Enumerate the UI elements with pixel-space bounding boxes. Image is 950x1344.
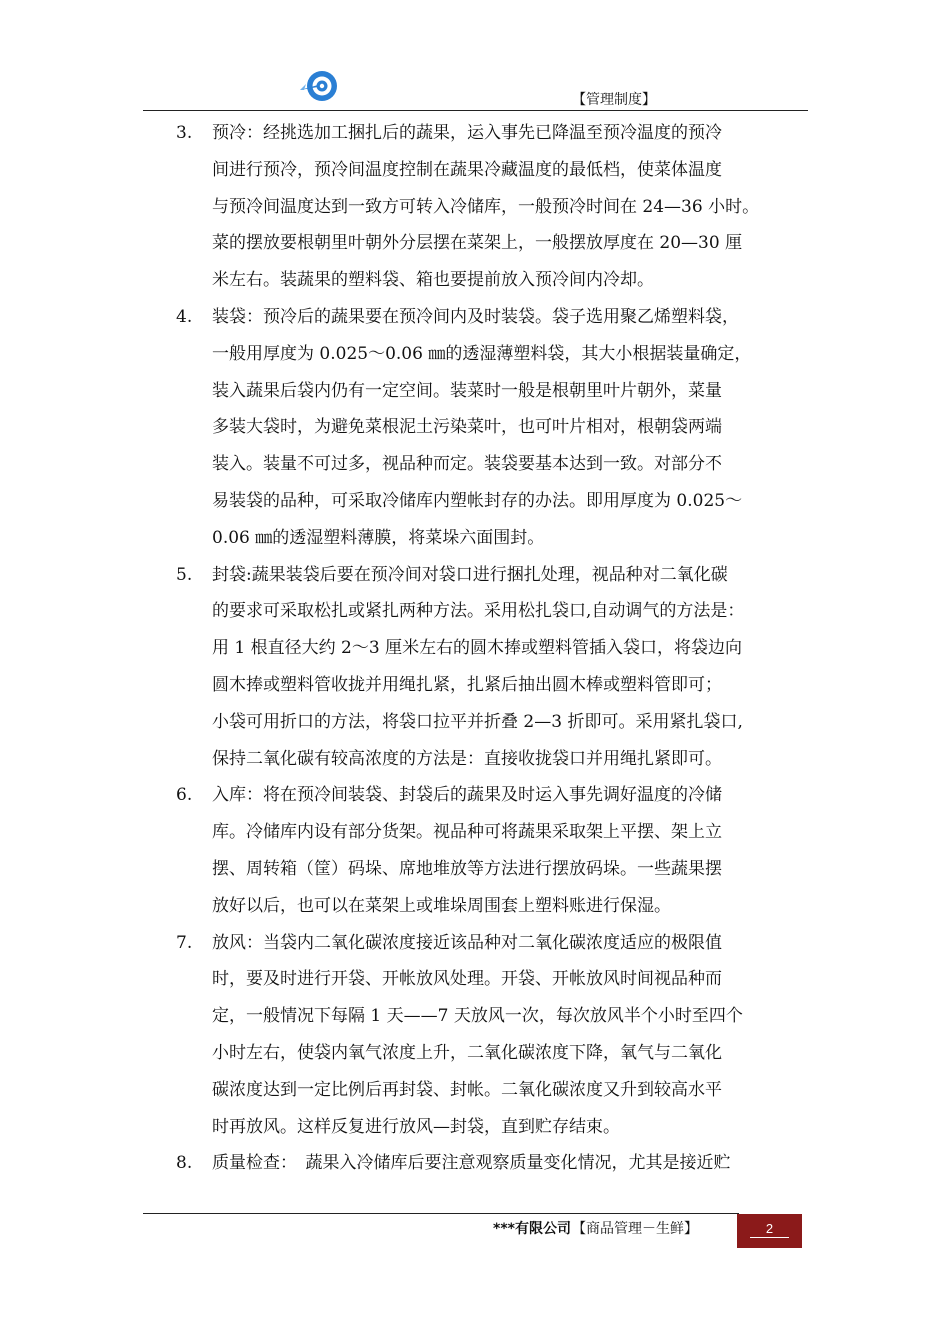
text-line: 装袋：预冷后的蔬果要在预冷间内及时装袋。袋子选用聚乙烯塑料袋， [212, 306, 739, 327]
page-number-box [737, 1214, 802, 1248]
list-item-text [212, 557, 806, 778]
document-body [176, 115, 806, 1182]
text-line: 摆、周转箱（筐）码垛、席地堆放等方法进行摆放码垛。一些蔬果摆 [212, 858, 722, 879]
text-line: 入库：将在预冷间装袋、封袋后的蔬果及时运入事先调好温度的冷储 [212, 785, 722, 806]
text-line: 间进行预冷，预冷间温度控制在蔬果冷藏温度的最低档，使菜体温度 [212, 159, 722, 180]
text-line: 圆木捧或塑料管收拢并用绳扎紧，扎紧后抽出圆木棒或塑料管即可； [212, 674, 722, 695]
list-item-text [212, 115, 806, 299]
text-line: 质量检查： 蔬果入冷储库后要注意观察质量变化情况，尤其是接近贮 [212, 1153, 731, 1174]
list-item [176, 1145, 806, 1182]
list-item-number: 8. [176, 1153, 193, 1174]
list-item-number: 7. [176, 932, 193, 953]
list-item-text [212, 925, 806, 1146]
text-line: 时，要及时进行开袋、开帐放风处理。开袋、开帐放风时间视品种而 [212, 969, 722, 990]
list-item-text [212, 777, 806, 924]
text-line: 易装袋的品种，可采取冷储库内塑帐封存的办法。即用厚度为 0.025～ [212, 490, 743, 511]
header-category-tag: 【管理制度】 [572, 92, 656, 108]
text-line: 放风：当袋内二氧化碳浓度接近该品种对二氧化碳浓度适应的极限值 [212, 932, 722, 953]
list-item-number: 6. [176, 785, 193, 806]
list-item [176, 299, 806, 557]
text-line: 定，一般情况下每隔 1 天——7 天放风一次，每次放风半个小时至四个 [212, 1006, 743, 1027]
text-line: 装入。装量不可过多，视品种而定。装袋要基本达到一致。对部分不 [212, 454, 722, 475]
text-line: 与预冷间温度达到一致方可转入冷储库，一般预冷时间在 24—36 小时。 [212, 196, 760, 217]
list-item-number: 5. [176, 564, 193, 585]
footer-divider [143, 1213, 739, 1214]
footer-department: 【商品管理－生鲜】 [572, 1221, 698, 1237]
text-line: 时再放风。这样反复进行放风—封袋，直到贮存结束。 [212, 1116, 620, 1137]
text-line: 放好以后，也可以在菜架上或堆垛周围套上塑料账进行保湿。 [212, 895, 671, 916]
target-arrow-logo-icon [298, 66, 338, 106]
text-line: 一般用厚度为 0.025～0.06 ㎜的透湿薄塑料袋，其大小根据装量确定， [212, 343, 752, 364]
text-line: 0.06 ㎜的透湿塑料薄膜，将菜垛六面围封。 [212, 527, 545, 548]
footer-company-name: ***有限公司 [493, 1221, 571, 1237]
text-line: 菜的摆放要根朝里叶朝外分层摆在菜架上，一般摆放厚度在 20—30 厘 [212, 233, 743, 254]
text-line: 保持二氧化碳有较高浓度的方法是：直接收拢袋口并用绳扎紧即可。 [212, 748, 722, 769]
text-line: 用 1 根直径大约 2～3 厘米左右的圆木捧或塑料管插入袋口，将袋边向 [212, 638, 743, 659]
text-line: 小时左右，使袋内氧气浓度上升，二氧化碳浓度下降，氧气与二氧化 [212, 1042, 722, 1063]
list-item [176, 777, 806, 924]
list-item [176, 925, 806, 1146]
text-line: 小袋可用折口的方法，将袋口拉平并折叠 2—3 折即可。采用紧扎袋口, [212, 711, 743, 732]
list-item [176, 557, 806, 778]
header-divider [143, 110, 808, 111]
text-line: 碳浓度达到一定比例后再封袋、封帐。二氧化碳浓度又升到较高水平 [212, 1079, 722, 1100]
text-line: 预冷：经挑选加工捆扎后的蔬果，运入事先已降温至预冷温度的预冷 [212, 123, 722, 143]
text-line: 库。冷储库内设有部分货架。视品种可将蔬果采取架上平摆、架上立 [212, 822, 722, 843]
text-line: 的要求可采取松扎或紧扎两种方法。采用松扎袋口,自动调气的方法是： [212, 601, 745, 622]
list-item-number: 4. [176, 306, 193, 327]
list-item [176, 115, 806, 299]
text-line: 米左右。装蔬果的塑料袋、箱也要提前放入预冷间内冷却。 [212, 270, 654, 291]
text-line: 装入蔬果后袋内仍有一定空间。装菜时一般是根朝里叶片朝外，菜量 [212, 380, 722, 401]
page-number: 2 [750, 1221, 789, 1238]
list-item-number: 3. [176, 123, 193, 143]
text-line: 封袋:蔬果装袋后要在预冷间对袋口进行捆扎处理，视品种对二氧化碳 [212, 564, 728, 585]
list-item-text [212, 1145, 806, 1182]
text-line: 多装大袋时，为避免菜根泥土污染菜叶，也可叶片相对，根朝袋两端 [212, 417, 722, 438]
list-item-text [212, 299, 806, 557]
